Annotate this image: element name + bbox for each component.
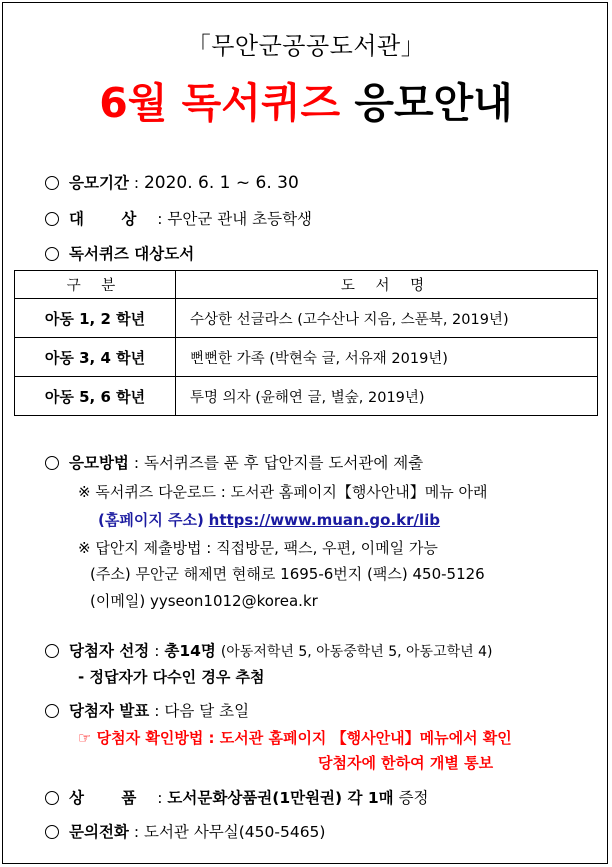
target-value: 무안군 관내 초등학생 [167,210,313,228]
circle-bullet-icon [45,247,59,261]
table-cell-book: 수상한 선글라스 (고수산나 지음, 스푼북, 2019년) [176,299,598,338]
target-label: 대 상 [69,210,153,228]
contact-row: 문의전화 : 도서관 사무실(450-5465) [45,820,325,842]
table-row [15,299,598,338]
prize-suffix: 증정 [398,789,429,807]
circle-bullet-icon [45,176,59,190]
books-heading-row [45,242,194,264]
table-cell-grade: 아동 1, 2 학년 [15,299,176,338]
announce-check-line2: 당첨자에 한하여 개별 통보 [318,754,494,772]
prize-value: 도서문화상품권(1만원권) 각 1매 [167,789,394,807]
winners-note: - 정답자가 다수인 경우 추첨 [78,668,265,686]
table-header-row [15,271,598,299]
method-label: 응모방법 [69,454,129,472]
table-header-grade: 구 분 [15,271,176,299]
email-info: (이메일) yyseon1012@korea.kr [90,592,318,610]
circle-bullet-icon [45,456,59,470]
table-cell-book: 투명 의자 (윤해연 글, 별숲, 2019년) [176,377,598,416]
table-cell-grade: 아동 3, 4 학년 [15,338,176,377]
title-black: 응모안내 [354,79,513,127]
contact-value: 도서관 사무실(450-5465) [143,823,326,841]
circle-bullet-icon [45,825,59,839]
address-info: (주소) 무안군 해제면 현해로 1695-6번지 (팩스) 450-5126 [90,565,485,583]
homepage-label: (홈페이지 주소) [98,511,204,529]
contact-label: 문의전화 [69,823,129,841]
announce-label: 당첨자 발표 [69,702,150,720]
table-row [15,338,598,377]
circle-bullet-icon [45,704,59,718]
circle-bullet-icon [45,644,59,658]
winners-label: 당첨자 선정 [69,642,150,660]
circle-bullet-icon [45,212,59,226]
organization-title: 「무안군공공도서관」 [186,32,426,60]
winners-breakdown: (아동저학년 5, 아동중학년 5, 아동고학년 4) [220,644,493,660]
books-table [14,270,598,416]
winners-row: 당첨자 선정 : 총14명 (아동저학년 5, 아동중학년 5, 아동고학년 4) [45,639,492,661]
circle-bullet-icon [45,791,59,805]
period-label: 응모기간 [69,174,129,192]
period-value: 2020. 6. 1 ~ 6. 30 [143,173,299,193]
submit-info: ※ 답안지 제출방법 : 직접방문, 팩스, 우편, 이메일 가능 [78,539,438,557]
page-title [0,70,612,129]
homepage-link[interactable]: https://www.muan.go.kr/lib [208,511,441,529]
books-heading: 독서퀴즈 대상도서 [69,245,195,263]
period-row: 응모기간 : 2020. 6. 1 ~ 6. 30 [45,171,299,193]
method-value: 독서퀴즈를 푼 후 답안지를 도서관에 제출 [143,454,424,472]
announce-row: 당첨자 발표 : 다음 달 초일 [45,699,249,721]
title-red: 6월 독서퀴즈 [99,79,341,127]
method-row: 응모방법 : 독서퀴즈를 푼 후 답안지를 도서관에 제출 [45,451,423,473]
prize-row: 상 품 : 도서문화상품권(1만원권) 각 1매 증정 [45,786,429,808]
homepage-line [98,509,440,530]
download-info: ※ 독서퀴즈 다운로드 : 도서관 홈페이지【행사안내】메뉴 아래 [78,483,488,501]
announce-value: 다음 달 초일 [164,702,250,720]
table-cell-grade: 아동 5, 6 학년 [15,377,176,416]
prize-label: 상 품 [69,789,153,807]
table-header-book: 도 서 명 [176,271,598,299]
target-row: 대 상 : 무안군 관내 초등학생 [45,207,312,229]
winners-count: 총14명 [164,642,216,660]
announce-check-line1: ☞ 당첨자 확인방법 : 도서관 홈페이지 【행사안내】메뉴에서 확인 [78,729,512,747]
table-cell-book: 뻔뻔한 가족 (박현숙 글, 서유재 2019년) [176,338,598,377]
table-row [15,377,598,416]
